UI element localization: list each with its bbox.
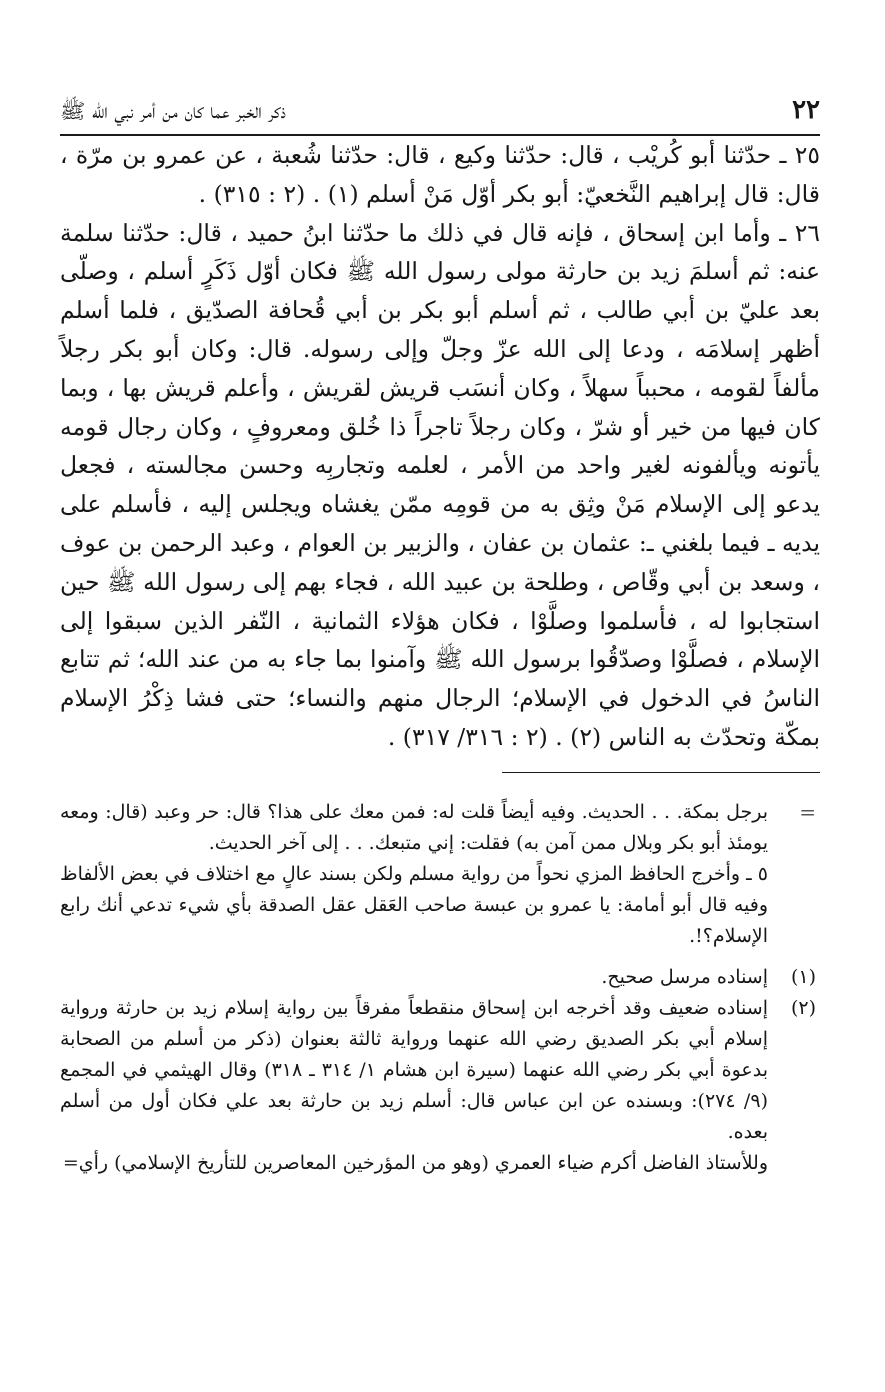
- footnote-final-line: [60, 1148, 820, 1179]
- page-number: ٢٢: [792, 95, 820, 125]
- continuation-text: برجل بمكة. . . الحديث. وفيه أيضاً قلت له: فمن معك على هذا؟ قال: حر وعبد (قال: ومعه يومئذ أبو بكر وبلال ممن آمن به) فقلت: إني متبعك. . . إلى آخر الحديث.: [60, 800, 768, 854]
- footnotes: [60, 797, 820, 1179]
- continuation-marker: =: [799, 799, 816, 824]
- book-page: [60, 88, 820, 1388]
- footnote-item-5: ٥ ـ وأخرج الحافظ المزي نحواً من رواية مسلم ولكن بسند عالٍ مع اختلاف في بعض الألفاظ وفيه قال أبو أمامة: يا عمرو بن عبسة صاحب العَقل عقل الصدقة بأي شيء تدعي أنك رابع الإسلام؟!.: [60, 862, 768, 947]
- footnote-continuation: [60, 797, 820, 859]
- main-text: [60, 136, 820, 757]
- page-header: [60, 88, 820, 136]
- footnote-1-marker: (١): [790, 965, 816, 988]
- continuation-tail-marker: =: [62, 1151, 79, 1174]
- footnote-2-marker: (٢): [790, 996, 816, 1019]
- paragraph-26: ٢٦ ـ وأما ابن إسحاق ، فإنه قال في ذلك ما حدّثنا ابنُ حميد ، قال: حدّثنا سلمة عنه: ثم أسلمَ زيد بن حارثة مولى رسول الله ﷺ فكان أوّل ذَكَرٍ أسلم ، وصلّى بعد عليّ بن أبي طالب ، ثم أسلم أبو بكر بن أبي قُحافة الصدّيق ، فلما أسلم أظهر إسلامَه ، ودعا إلى الله عزّ وجلّ وإلى رسوله. قال: وكان أبو بكر رجلاً مألفاً لقومه ، محبباً سهلاً ، وكان أنسَب قريش لقريش ، وأعلم قريش بها ، وبما كان فيها من خير أو شرّ ، وكان رجلاً تاجراً ذا خُلق ومعروفٍ ، وكان رجال قومه يأتونه ويألفونه لغير واحد من الأمر ، لعلمه وتجاربِه وحسن مجالسته ، فجعل يدعو إلى الإسلام مَنْ وثِق به من قومِه ممّن يغشاه ويجلس إليه ، فأسلم على يديه ـ فيما بلغني ـ: عثمان بن عفان ، والزبير بن العوام ، وعبد الرحمن بن عوف ، وسعد بن أبي وقّاص ، وطلحة بن عبيد الله ، فجاء بهم إلى رسول الله ﷺ حين استجابوا له ، فأسلموا وصلَّوْا ، فكان هؤلاء الثمانية ، النّفر الذين سبقوا إلى الإسلام ، فصلَّوْا وصدّقُوا برسول الله ﷺ وآمنوا بما جاء به من عند الله؛ ثم تتابع الناسُ في الدخول في الإسلام؛ الرجال منهم والنساء؛ حتى فشا ذِكْرُ الإسلام بمكّة وتحدّث به الناس (٢) . (٢ : ٣١٦/ ٣١٧) .: [60, 218, 820, 751]
- paragraph-25: ٢٥ ـ حدّثنا أبو كُريْب ، قال: حدّثنا وكيع ، قال: حدّثنا شُعبة ، عن عمرو بن مرّة ، قال: قال إبراهيم النَّخعيّ: أبو بكر أوّل مَنْ أسلم (١) . (٢ : ٣١٥) .: [60, 141, 820, 208]
- running-title: ذكر الخبر عما كان من أمر نبي الله ﷺ: [60, 99, 286, 123]
- footnote-2: [60, 993, 820, 1148]
- footnote-1: [60, 962, 820, 993]
- footnote-2-text: إسناده ضعيف وقد أخرجه ابن إسحاق منقطعاً مفرقاً بين رواية إسلام زيد بن حارثة ورواية إسلام أبي بكر الصديق رضي الله عنهما ورواية ثالثة بعنوان (ذكر من أسلم من الصحابة بدعوة أبي بكر رضي الله عنهما (سيرة ابن هشام ١/ ٣١٤ ـ ٣١٨) وقال الهيثمي في المجمع (٩/ ٢٧٤): وبسنده عن ابن عباس قال: أسلم زيد بن حارثة بعد علي فكان أول من أسلم بعده.: [60, 996, 768, 1143]
- footnote-divider: [502, 772, 820, 773]
- final-line-text: وللأستاذ الفاضل أكرم ضياء العمري (وهو من المؤرخين المعاصرين للتأريخ الإسلامي) رأي: [78, 1151, 768, 1174]
- footnote-1-text: إسناده مرسل صحيح.: [601, 965, 768, 988]
